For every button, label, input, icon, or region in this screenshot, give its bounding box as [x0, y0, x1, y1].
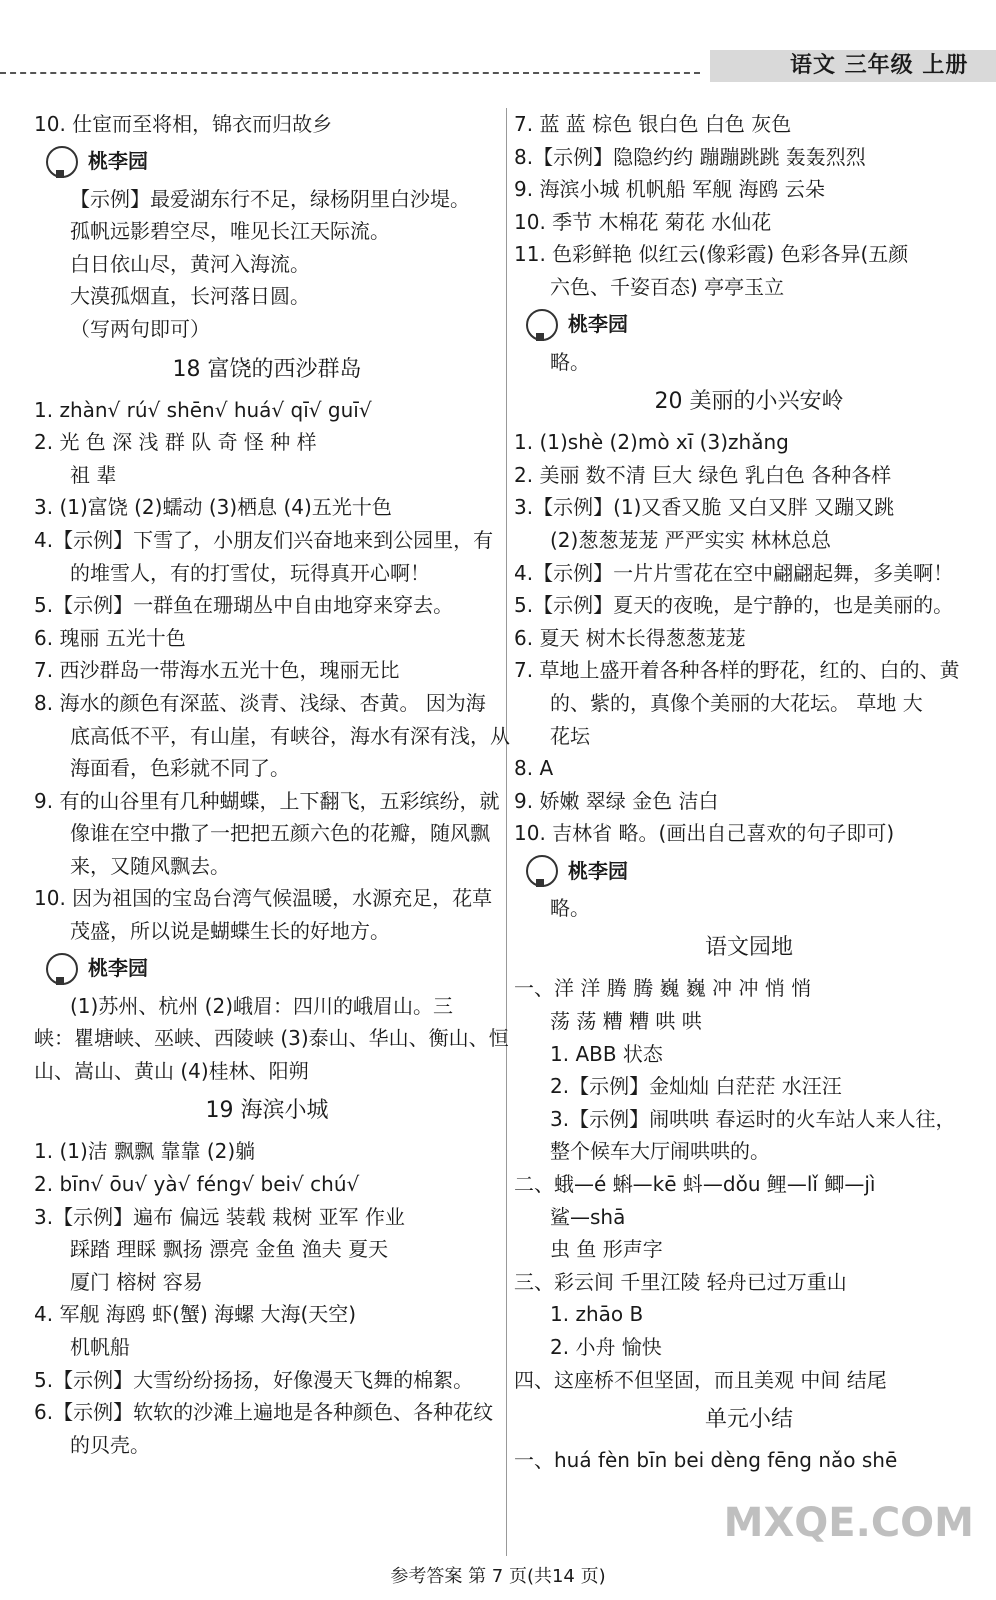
answer-line: 略。	[550, 895, 590, 920]
section-title: 20 美丽的小兴安岭	[654, 389, 844, 415]
answer-line: 3.【示例】遍布 偏远 装载 栽树 亚军 作业	[34, 1204, 405, 1229]
answer-line: (2)葱葱茏茏 严严实实 林林总总	[550, 527, 832, 552]
answer-line: 四、这座桥不但坚固，而且美观 中间 结尾	[514, 1367, 887, 1392]
taoliyuan-heading	[514, 850, 984, 892]
taoliyuan-label: 桃李园	[568, 312, 628, 337]
answer-line: 底高低不平，有山崖，有峡谷，海水有深有浅，从	[70, 723, 510, 748]
answer-line: 7. 草地上盛开着各种各样的野花，红的、白的、黄	[514, 658, 960, 683]
header-dashed-line	[0, 72, 700, 74]
watermark: MXQE.COM	[723, 1500, 974, 1546]
answer-line: 2. 小舟 愉快	[550, 1335, 662, 1359]
answer-line: 鲨—shā	[550, 1204, 626, 1229]
answer-line: 1. ABB 状态	[550, 1041, 663, 1066]
taoliyuan-heading	[34, 948, 500, 990]
answer-line: 4.【示例】一片片雪花在空中翩翩起舞，多美啊！	[514, 560, 954, 585]
lightbulb-icon	[46, 146, 78, 178]
answer-line: 六色、千姿百态) 亭亭玉立	[550, 274, 785, 299]
answer-line: 9. 娇嫩 翠绿 金色 洁白	[514, 788, 719, 813]
answer-line: 来，又随风飘去。	[70, 853, 230, 878]
answer-line: （写两句即可）	[70, 316, 210, 341]
answer-line: 机帆船	[70, 1335, 130, 1359]
answer-line: 2. bīn√ ōu√ yà√ féng√ bei√ chú√	[34, 1172, 360, 1197]
answer-line: 2.【示例】金灿灿 白茫茫 水汪汪	[550, 1074, 842, 1099]
page-footer: 参考答案 第 7 页(共14 页)	[390, 1566, 606, 1587]
answer-line: 三、彩云间 千里江陵 轻舟已过万重山	[514, 1269, 847, 1294]
answer-line: 5.【示例】大雪纷纷扬扬，好像漫天飞舞的棉絮。	[34, 1367, 474, 1392]
answer-line: 1. zhāo B	[550, 1302, 644, 1327]
answer-line: 二、蛾—é 蝌—kē 蚪—dǒu 鲤—lǐ 鲫—jì	[514, 1172, 876, 1197]
answer-line: 厦门 榕树 容易	[70, 1269, 203, 1294]
answer-line: 花坛	[550, 723, 590, 748]
answer-line: 10. 吉林省 略。(画出自己喜欢的句子即可)	[514, 821, 895, 846]
section-title: 单元小结	[704, 1407, 793, 1433]
lightbulb-icon	[526, 855, 558, 887]
answer-line: 8. A	[514, 756, 554, 781]
answer-line: 的堆雪人，有的打雪仗，玩得真开心啊！	[70, 560, 430, 585]
answer-line: 6.【示例】软软的沙滩上遍地是各种颜色、各种花纹	[34, 1400, 494, 1425]
answer-line: 6. 夏天 树木长得葱葱茏茏	[514, 625, 746, 650]
answer-line: (1)苏州、杭州 (2)峨眉：四川的峨眉山。三	[70, 993, 454, 1018]
answer-line: 11. 色彩鲜艳 似红云(像彩霞) 色彩各异(五颜	[514, 242, 909, 267]
column-divider	[506, 108, 507, 1556]
taoliyuan-heading	[34, 141, 500, 183]
answer-line: 10. 季节 木棉花 菊花 水仙花	[514, 209, 772, 234]
answer-line: 祖 辈	[70, 462, 117, 487]
answer-line: 略。	[550, 349, 590, 374]
answer-line: 6. 瑰丽 五光十色	[34, 625, 186, 650]
answer-line: 4. 军舰 海鸥 虾(蟹) 海螺 大海(天空)	[34, 1302, 357, 1327]
answer-line: 10. 仕宦而至将相，锦衣而归故乡	[34, 112, 333, 136]
section-title: 19 海滨小城	[205, 1098, 329, 1124]
answer-line: 5.【示例】一群鱼在珊瑚丛中自由地穿来穿去。	[34, 593, 454, 618]
taoliyuan-label: 桃李园	[568, 858, 628, 883]
answer-line: 1. zhàn√ rú√ shēn√ huá√ qī√ guī√	[34, 397, 372, 422]
answer-line: 虫 鱼 形声字	[550, 1237, 663, 1262]
answer-line: 8. 海水的颜色有深蓝、淡青、浅绿、杏黄。 因为海	[34, 690, 486, 715]
answer-line: 荡 荡 糟 糟 哄 哄	[550, 1009, 702, 1034]
answer-line: 3.【示例】(1)又香又脆 又白又胖 又蹦又跳	[514, 495, 895, 520]
section-title: 语文园地	[704, 935, 793, 961]
answer-line: 7. 蓝 蓝 棕色 银白色 白色 灰色	[514, 112, 792, 136]
answer-line: 5.【示例】夏天的夜晚，是宁静的，也是美丽的。	[514, 593, 954, 618]
header-subject: 语文 三年级 上册	[790, 53, 969, 78]
answer-line: 茂盛，所以说是蝴蝶生长的好地方。	[70, 919, 390, 944]
answer-line: 1. (1)洁 飘飘 靠靠 (2)躺	[34, 1139, 256, 1164]
answer-line: 10. 因为祖国的宝岛台湾气候温暖，水源充足，花草	[34, 886, 493, 911]
answer-line: 3. (1)富饶 (2)蠕动 (3)栖息 (4)五光十色	[34, 495, 392, 520]
answer-line: 一、huá fèn bīn bei dèng fēng nǎo shē	[514, 1448, 898, 1473]
answer-line: 山、嵩山、黄山 (4)桂林、阳朔	[34, 1058, 309, 1083]
section-title: 18 富饶的西沙群岛	[172, 356, 362, 382]
answer-line: 的贝壳。	[70, 1432, 150, 1457]
taoliyuan-label: 桃李园	[88, 149, 148, 174]
answer-line: 4.【示例】下雪了，小朋友们兴奋地来到公园里，有	[34, 527, 494, 552]
answer-line: 大漠孤烟直，长河落日圆。	[70, 284, 310, 309]
lightbulb-icon	[526, 309, 558, 341]
answer-line: 踩踏 理睬 飘扬 漂亮 金鱼 渔夫 夏天	[70, 1237, 389, 1262]
answer-line: 9. 有的山谷里有几种蝴蝶，上下翻飞，五彩缤纷，就	[34, 788, 500, 813]
answer-line: 2. 美丽 数不清 巨大 绿色 乳白色 各种各样	[514, 462, 892, 487]
answer-line: 白日依山尽，黄河入海流。	[70, 251, 310, 276]
answer-line: 孤帆远影碧空尽，唯见长江天际流。	[70, 219, 390, 244]
answer-line: 一、洋 洋 腾 腾 巍 巍 冲 冲 悄 悄	[514, 976, 812, 1001]
answer-line: 像谁在空中撒了一把把五颜六色的花瓣，随风飘	[70, 821, 490, 846]
answer-line: 3.【示例】闹哄哄 春运时的火车站人来人往，	[550, 1106, 956, 1131]
answer-line: 的、紫的，真像个美丽的大花坛。 草地 大	[550, 690, 923, 715]
taoliyuan-heading	[514, 304, 984, 346]
taoliyuan-label: 桃李园	[88, 956, 148, 981]
answer-line: 整个候车大厅闹哄哄的。	[550, 1139, 770, 1164]
header-banner	[710, 50, 996, 82]
answer-line: 9. 海滨小城 机帆船 军舰 海鸥 云朵	[514, 177, 825, 202]
answer-line: 【示例】最爱湖东行不足，绿杨阴里白沙堤。	[70, 186, 470, 211]
answer-line: 1. (1)shè (2)mò xī (3)zhǎng	[514, 430, 789, 455]
answer-line: 峡：瞿塘峡、巫峡、西陵峡 (3)泰山、华山、衡山、恒	[34, 1026, 509, 1051]
answer-line: 海面看，色彩就不同了。	[70, 756, 290, 781]
answer-line: 2. 光 色 深 浅 群 队 奇 怪 种 样	[34, 430, 317, 455]
left-column	[34, 108, 510, 1461]
answer-line: 7. 西沙群岛一带海水五光十色，瑰丽无比	[34, 658, 400, 683]
lightbulb-icon	[46, 953, 78, 985]
answer-line: 8.【示例】隐隐约约 蹦蹦跳跳 轰轰烈烈	[514, 144, 866, 169]
right-column	[514, 108, 984, 1477]
